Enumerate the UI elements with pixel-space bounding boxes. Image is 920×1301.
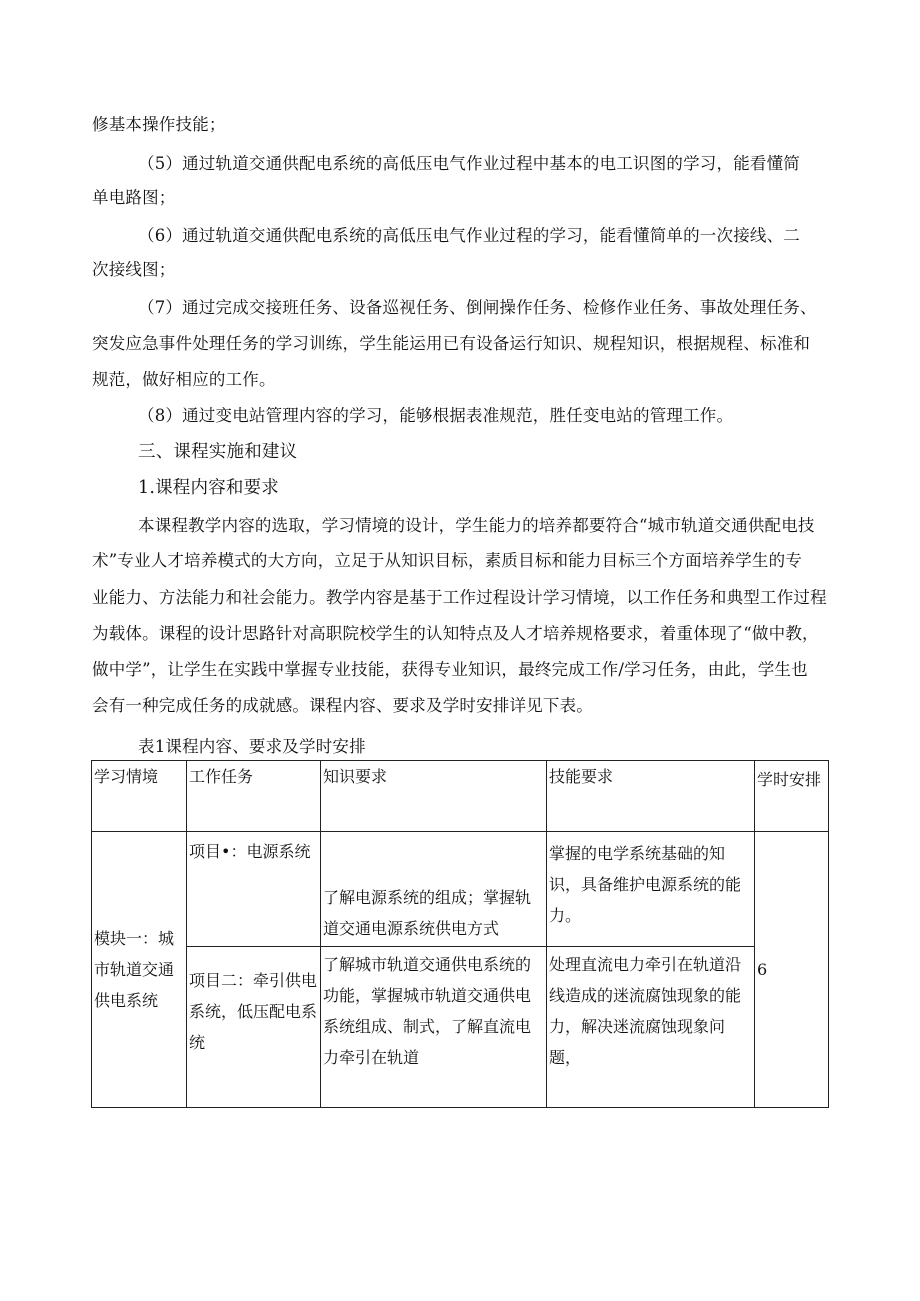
paragraph-line: 次接线图； [92, 260, 176, 279]
paragraph-line: 突发应急事件处理任务的学习训练，学生能运用已有设备运行知识、规程知识，根据规程、标准和 [92, 334, 811, 353]
header-task: 工作任务 [187, 761, 321, 832]
knowledge-cell: 了解电源系统的组成；掌握轨道交通电源系统供电方式 [321, 832, 547, 947]
header-skill: 技能要求 [547, 761, 755, 832]
paragraph-line: 为载体。课程的设计思路针对高职院校学生的认知特点及人才培养规格要求，着重体现了“做中教， [92, 624, 819, 643]
course-table [91, 760, 829, 1108]
subsection-heading: 1.课程内容和要求 [138, 478, 279, 498]
table-header-row [92, 761, 829, 832]
paragraph-line: 会有一种完成任务的成就感。课程内容、要求及学时安排详见下表。 [92, 696, 593, 715]
table-caption: 表1课程内容、要求及学时安排 [138, 737, 366, 756]
module-cell: 模块一：城市轨道交通供电系统 [92, 832, 187, 1108]
paragraph-line: （6）通过轨道交通供配电系统的高低压电气作业过程的学习，能看懂简单的一次接线、二 [138, 226, 800, 245]
header-situation: 学习情境 [92, 761, 187, 832]
paragraph-line: （8）通过变电站管理内容的学习，能够根据表准规范，胜任变电站的管理工作。 [138, 406, 734, 425]
paragraph-line: 术”专业人才培养模式的大方向，立足于从知识目标，素质目标和能力目标三个方面培养学生的专 [92, 551, 803, 570]
paragraph-line: （7）通过完成交接班任务、设备巡视任务、倒闸操作任务、检修作业任务、事故处理任务、 [138, 298, 817, 317]
paragraph-line: 单电路图； [92, 188, 176, 207]
skill-cell: 掌握的电学系统基础的知识，具备维护电源系统的能力。 [547, 832, 755, 947]
header-knowledge: 知识要求 [321, 761, 547, 832]
task-cell: 项目二：牵引供电系统，低压配电系统 [187, 947, 321, 1108]
skill-cell: 处理直流电力牵引在轨道沿线造成的迷流腐蚀现象的能力，解决迷流腐蚀现象问题， [547, 947, 755, 1108]
table-row [92, 832, 829, 947]
task-cell: 项目•：电源系统 [187, 832, 321, 947]
knowledge-cell: 了解城市轨道交通供电系统的功能，掌握城市轨道交通供电系统组成、制式，了解直流电力牵引在轨道 [321, 947, 547, 1108]
table-row [92, 947, 829, 1108]
section-heading: 三、课程实施和建议 [138, 442, 298, 462]
paragraph-line: 修基本操作技能； [92, 115, 226, 134]
paragraph-line: 业能力、方法能力和社会能力。教学内容是基于工作过程设计学习情境，以工作任务和典型工作过程 [92, 588, 827, 607]
paragraph-line: （5）通过轨道交通供配电系统的高低压电气作业过程中基本的电工识图的学习，能看懂简 [138, 154, 800, 173]
paragraph-line: 做中学”，让学生在实践中掌握专业技能，获得专业知识，最终完成工作/学习任务，由此，学生也 [92, 660, 808, 679]
paragraph-line: 本课程教学内容的选取，学习情境的设计，学生能力的培养都要符合“城市轨道交通供配电技 [138, 516, 815, 535]
hours-cell: 6 [755, 832, 829, 1108]
paragraph-line: 规范，做好相应的工作。 [92, 370, 276, 389]
header-hours: 学时安排 [755, 761, 829, 832]
